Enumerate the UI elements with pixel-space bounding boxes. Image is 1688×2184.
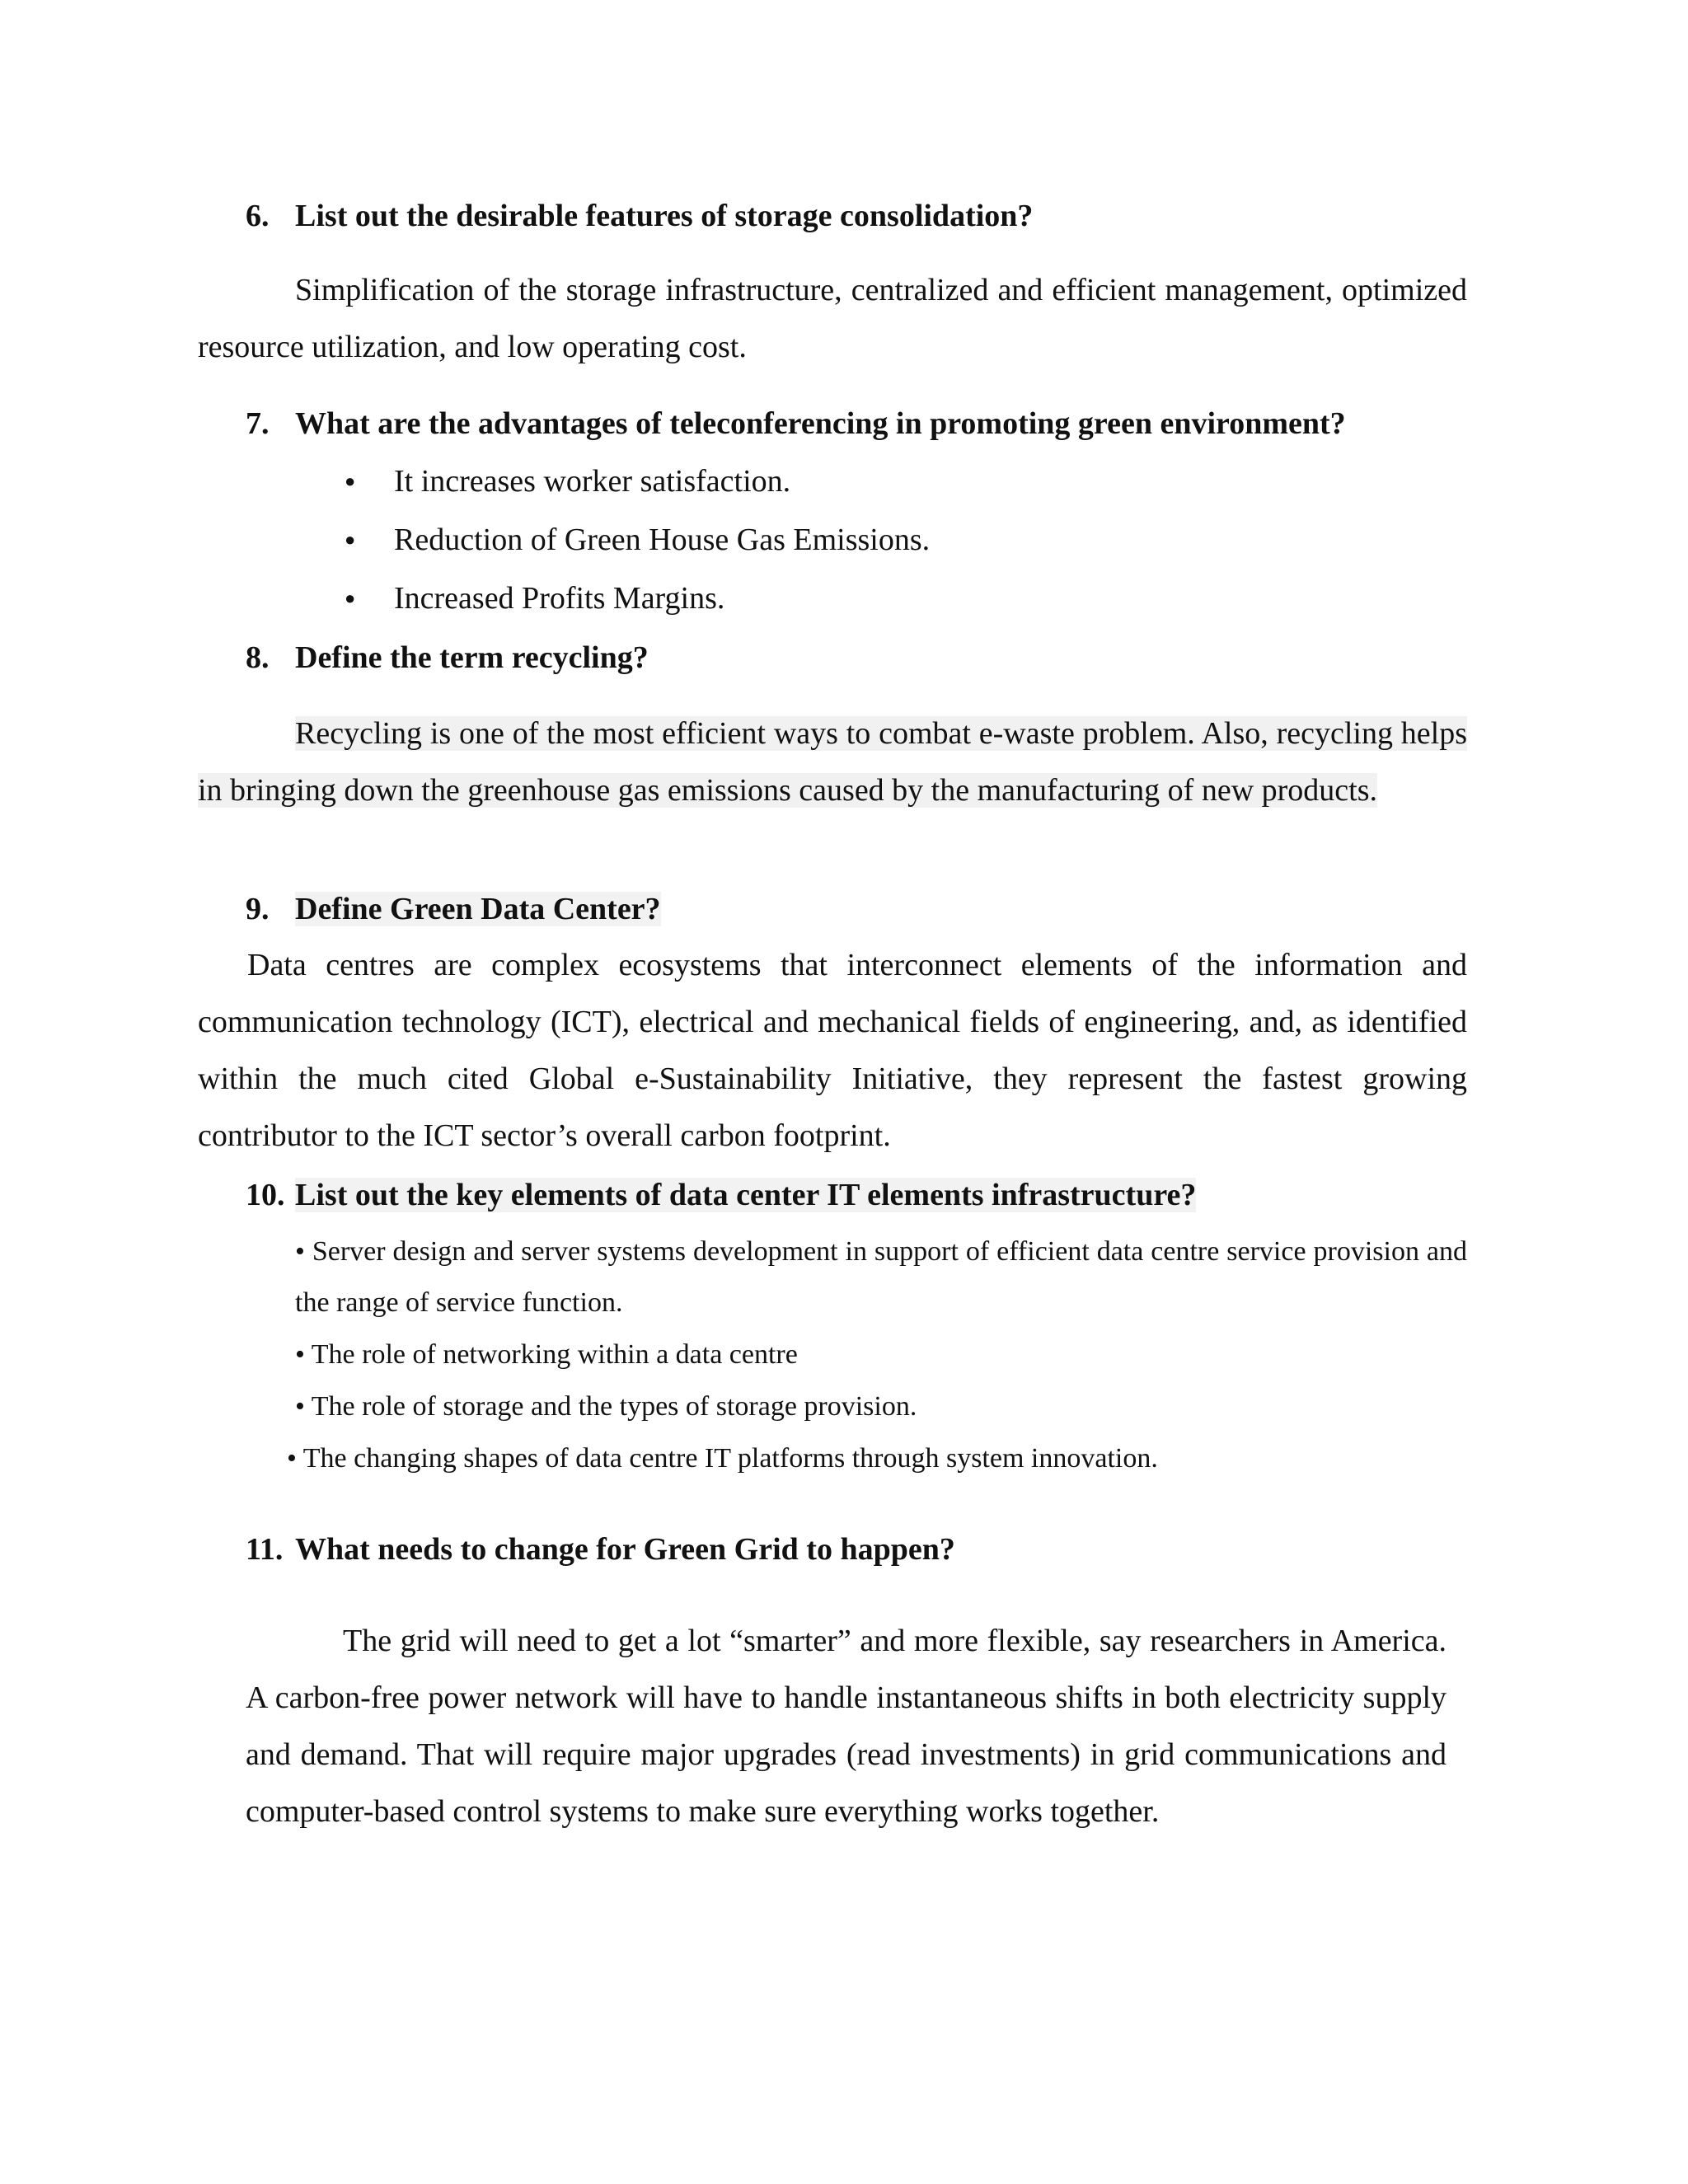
answer-9: Data centres are complex ecosystems that interconnect elements of the information and communication technology (ICT), electrical and mechanical fields of engineering, and, as identified within the much cited Global e-Sustainability Initiative, they represent the fastest growing contributor to the ICT sector’s overall carbon footprint. xyxy=(198,948,1467,1153)
answer-10-item-4: • The changing shapes of data centre IT platforms through system innovation. xyxy=(287,1443,1158,1474)
question-number: 9. xyxy=(246,892,270,926)
question-title: List out the key elements of data center IT elements infrastructure? xyxy=(295,1178,1197,1212)
question-number: 11. xyxy=(246,1532,284,1567)
question-8-heading xyxy=(246,637,649,678)
question-number: 6. xyxy=(246,199,270,233)
question-number: 7. xyxy=(246,406,270,441)
question-10-heading xyxy=(246,1174,1196,1216)
question-9-heading xyxy=(246,888,661,930)
question-7-heading xyxy=(246,403,1346,444)
answer-11: The grid will need to get a lot “smarter” and more flexible, say researchers in America. A carbon-free power network will have to handle instantaneous shifts in both electricity supply and demand. That will require major upgrades (read investments) in grid communications and computer-based control systems to make sure everything works together. xyxy=(246,1624,1447,1829)
list-item: ● Increased Profits Margins. xyxy=(345,578,930,636)
answer-8-text: Recycling is one of the most efficient ways to combat e-waste problem. Also, recycling helps in bringing down the greenhouse gas emissions caused by the manufacturing of new products. xyxy=(198,716,1467,808)
list-item: ● It increases worker satisfaction. xyxy=(345,461,930,519)
answer-7-bullet-list xyxy=(345,461,930,636)
question-title: List out the desirable features of storage consolidation? xyxy=(295,199,1034,233)
answer-6: Simplification of the storage infrastructure, centralized and efficient management, optimized resource utilization, and low operating cost. xyxy=(198,273,1467,364)
question-number: 8. xyxy=(246,640,270,675)
question-number: 10. xyxy=(246,1178,285,1212)
question-6-heading xyxy=(246,195,1033,237)
question-title: Define Green Data Center? xyxy=(295,892,661,926)
answer-8 xyxy=(198,705,1467,819)
answer-10-item-3: • The role of storage and the types of storage provision. xyxy=(295,1391,917,1422)
question-title: What are the advantages of teleconferencing in promoting green environment? xyxy=(295,406,1346,441)
question-title: What needs to change for Green Grid to happen? xyxy=(295,1532,955,1567)
answer-10-item-1: • Server design and server systems development in support of efficient data centre service provision and the range of service function. xyxy=(295,1236,1467,1318)
question-title: Define the term recycling? xyxy=(295,640,649,675)
list-item: ● Reduction of Green House Gas Emissions. xyxy=(345,519,930,578)
question-11-heading xyxy=(246,1529,955,1570)
answer-10-item-2: • The role of networking within a data centre xyxy=(295,1339,798,1370)
